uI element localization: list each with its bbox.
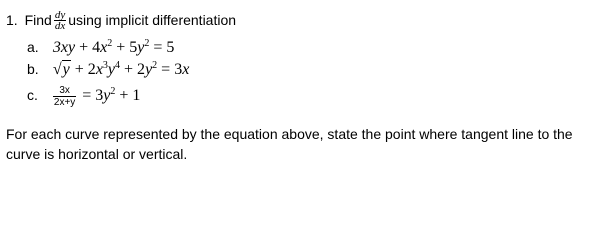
fraction-denominator: dx [54, 20, 66, 32]
find-text: Find [24, 12, 52, 29]
fraction-numerator: dy [54, 9, 66, 21]
sqrt-symbol: √ [52, 61, 62, 78]
equation-c-rhs: = $3y^2 + 1$ [82, 86, 141, 105]
instruction-text: For each curve represented by the equation above, state the point where tangent line to the curve is horizontal or vertical. [6, 126, 573, 162]
item-label: c. [27, 87, 38, 104]
fraction-denominator: 2x+y [53, 97, 76, 108]
find-suffix: using implicit differentiation [68, 12, 237, 29]
equation-c-fraction [53, 85, 76, 108]
question-header [6, 11, 236, 32]
list-item-b [27, 60, 189, 79]
equation-b: $√y + 2x^3y^4 + 2y^2 = 3x$ [52, 60, 190, 78]
list-item-a [27, 38, 174, 57]
question-number: 1. [6, 12, 18, 29]
equation-a: $3xy + 4x^2 + 5y^2 = 5$ [52, 38, 175, 56]
dy-dx-fraction [54, 10, 66, 31]
item-label: a. [27, 39, 39, 55]
item-label: b. [27, 61, 39, 77]
list-item-c [27, 85, 140, 108]
fraction-numerator: 3x [53, 85, 76, 97]
